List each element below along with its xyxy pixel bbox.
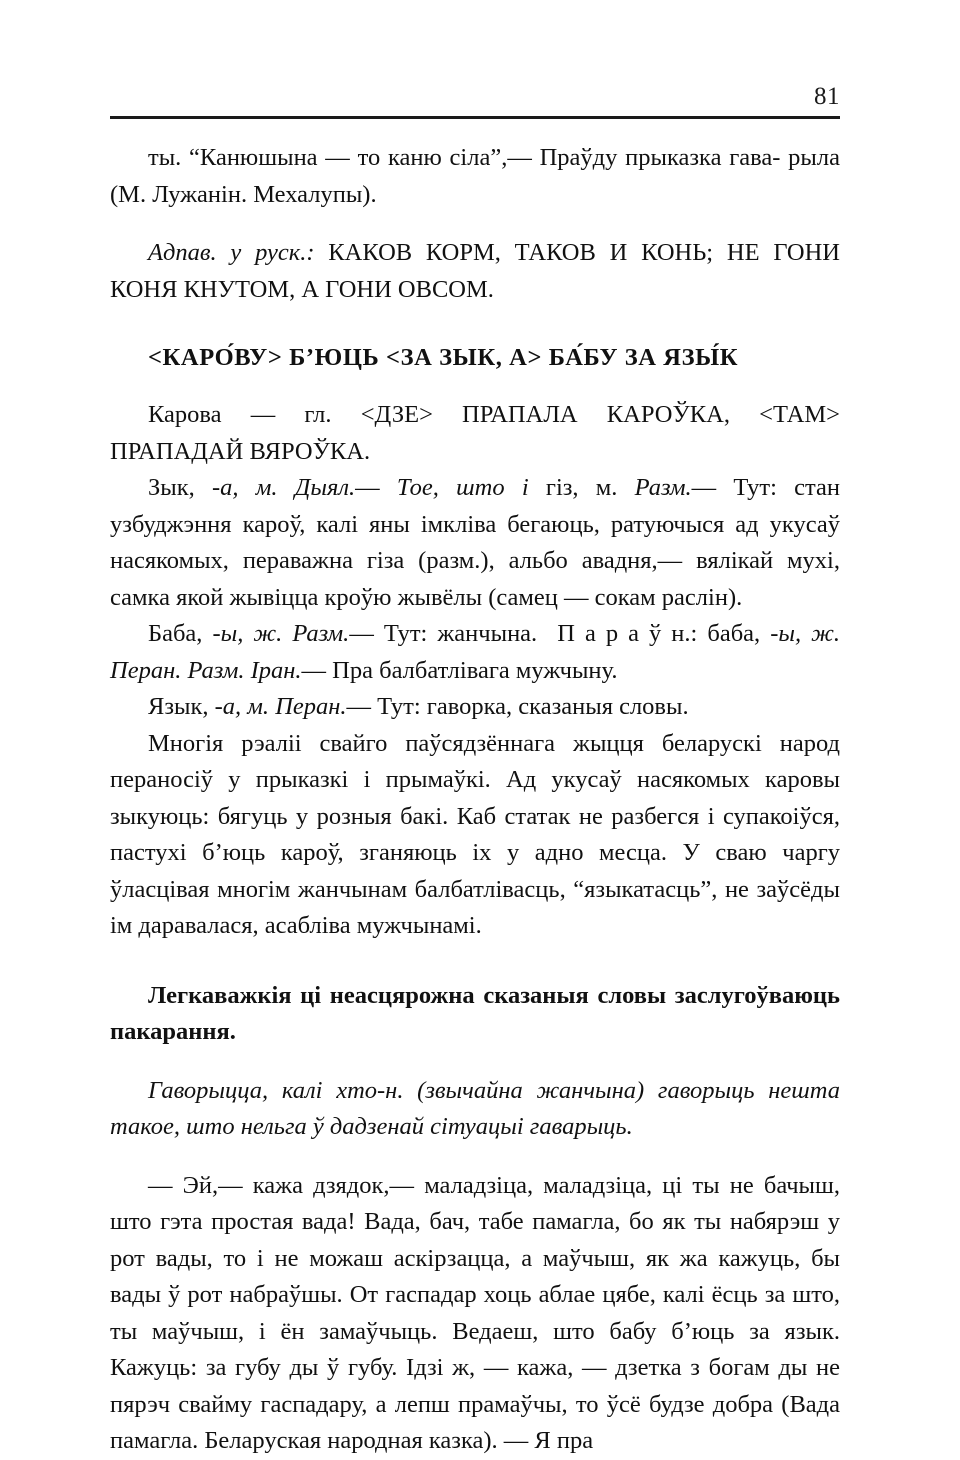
gloss-zyk-definition: Тут: стан узбуджэння кароў, калі яны імкліва бегаюць, ратуючыся ад укусаў насякомых, пераважна гіза (разм.), альбо авадня,— вялікай мухі, самка якой жывіцца кроўю жывёлы (самец — сокам раслін). <box>110 474 841 611</box>
gloss-baba-definition: Тут: жанчына. <box>383 620 538 647</box>
equivalent-text: КАКОВ КОРМ, ТАКОВ И КОНЬ; НЕ ГОНИ КОНЯ КНУТОМ, А ГОНИ ОВСОМ. <box>110 239 840 303</box>
gloss-baba-compare-lemma: баба, <box>707 620 761 647</box>
gloss-zyk-register: Разм. <box>634 474 692 501</box>
paragraph-commentary: Многія рэаліі свайго паўсядзённага жыцця беларускі народ пераносіў у прыказкі і прымаўкі. Ад укусаў насякомых каровы зыкуюць: бягуць у розныя бакі. Каб статак не разбегся і супакоіўся, пастухі б’юць кароў, зганяюць іх у адно месца. У сваю чаргу ўласцівая многім жанчынам балбатлівасць, “языкатасць”, не заўсёды ім даравалася, асабліва мужчынамі. <box>110 729 840 939</box>
paragraph-citation <box>110 140 840 213</box>
gloss-baba <box>110 616 840 689</box>
gloss-zyk-dash2: — <box>691 474 717 501</box>
gloss-baba-compare-grammar: -ы, ж. <box>770 620 841 647</box>
gloss-jazyk-grammar: -а, м. <box>214 693 270 720</box>
gloss-jazyk-dash: — <box>346 693 372 720</box>
gloss-baba-compare-definition: Пра балбатлівага мужчыну. <box>332 656 618 684</box>
gloss-baba-dash2: — <box>301 656 327 684</box>
page-number: 81 <box>814 83 840 110</box>
gloss-zyk-grammar: -а, м. Дыял. <box>212 474 356 501</box>
crossref-abbr: гл. <box>304 401 332 428</box>
text-column <box>110 140 840 1460</box>
gloss-zyk-lemma: Зык, <box>148 474 195 501</box>
gloss-jazyk <box>110 689 840 726</box>
header-divider-rule <box>110 116 840 119</box>
paragraph-russian-equivalent <box>110 235 840 308</box>
running-head <box>110 84 840 124</box>
crossref-lead: Карова <box>148 401 222 428</box>
gloss-jazyk-marks: Перан. <box>275 693 347 720</box>
gloss-zyk-synonym: Тое, што і <box>396 474 529 501</box>
gloss-jazyk-lemma: Язык, <box>148 693 209 720</box>
gloss-jazyk-definition: Тут: гаворка, сказаныя словы. <box>377 693 689 720</box>
gloss-baba-grammar: -ы, ж. <box>212 620 283 647</box>
crossref-dash: — <box>250 401 276 428</box>
gloss-baba-compare-label: П а р а ў н.: <box>557 620 698 647</box>
paragraph-usage-italic: Гаворыцца, калі хто-н. (звычайна жанчына) гаворыць нешта такое, што нельга ў дадзенай сітуацыі гаварыць. <box>110 1076 840 1140</box>
citation-text: ты. “Канюшына — то каню сіла”,— Праўду прыказка гава- рыла (М. Лужанін. Мехалупы). <box>110 144 840 208</box>
entry-headword: <КАРО́ВУ> Б’ЮЦЬ <ЗА ЗЫК, А> БА́БУ ЗА ЯЗЫ́К <box>148 344 739 371</box>
gloss-baba-lemma: Баба, <box>148 620 203 647</box>
paragraph-illustration: — Эй,— кажа дзядок,— маладзіца, маладзіца, ці ты не бачыш, што гэта простая вада! Вада, бач, табе памагла, бо як ты набярэш у рот вады, то і не можаш аскірзацца, а маўчыш, як жа кажуць, бы вады ў рот набраўшы. От гаспадар хоць аблае цябе, калі ёсць за што, ты маўчыш, і ён замаўчыць. Ведаеш, што бабу б’юць за язык. Кажуць: за губу ды ў губу. Ідзі ж, — кажа, — дзетка з богам ды не пярэч свайму гаспадару, а лепш прамаўчы, то ўсё будзе добра (Вада памагла. Беларуская народная казка). — Я пра <box>110 1171 840 1454</box>
gloss-baba-compare-marks: Перан. Разм. Іран. <box>110 656 302 684</box>
gloss-baba-dash1: — <box>349 620 374 647</box>
gloss-zyk <box>110 470 840 616</box>
gloss-zyk-synonym-ref: гіз, м. <box>545 474 618 501</box>
paragraph-meaning-bold: Легкаважкія ці неасцярожна сказаныя словы заслугоўваюць пакарання. <box>110 981 840 1045</box>
crossref-target: <ДЗЕ> ПРАПАЛА КАРОЎКА, <ТАМ> ПРАПАДАЙ ВЯРОЎКА. <box>110 401 840 465</box>
equivalent-label: Адпав. у руск.: <box>148 239 315 266</box>
paragraph-crossreference <box>110 397 840 470</box>
gloss-baba-register: Разм. <box>292 620 350 647</box>
gloss-zyk-dash1: — <box>355 474 380 501</box>
